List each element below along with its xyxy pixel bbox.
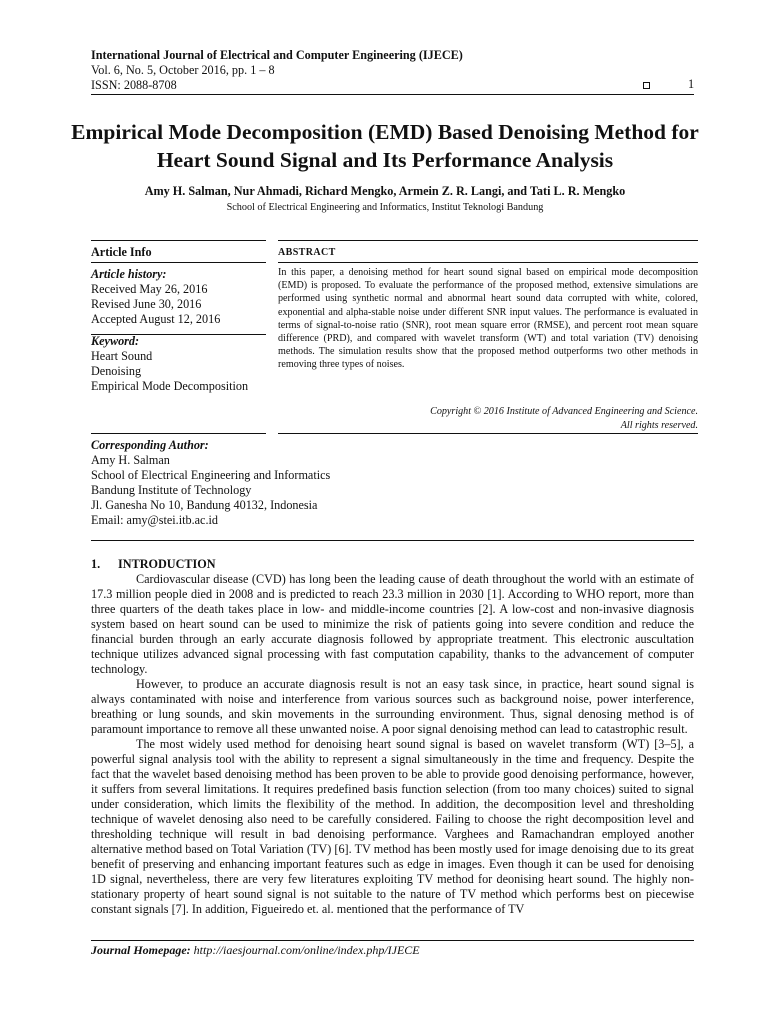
info-bottom-rule [91, 433, 266, 434]
header-divider [91, 94, 694, 95]
abstract-heading: ABSTRACT [278, 247, 336, 258]
keyword-item: Denoising [91, 364, 142, 378]
journal-name: International Journal of Electrical and Computer Engineering (IJECE) [91, 48, 463, 62]
section-heading [91, 557, 216, 572]
page-number: 1 [688, 77, 695, 91]
article-info-sub-rule [91, 262, 266, 263]
journal-volume: Vol. 6, No. 5, October 2016, pp. 1 – 8 [91, 63, 275, 77]
paper-authors: Amy H. Salman, Nur Ahmadi, Richard Mengko, Armein Z. R. Langi, and Tati L. R. Mengko [144, 184, 626, 198]
body-paragraph: The most widely used method for denoising heart sound signal is based on wavelet transform (WT) [3–5], a powerful signal analysis tool with the ability to represent a signal simultaneously in the time and frequency. Despite the fact that the wavelet based denoising method has been proven to be able to provide good denoising performance, however, it suffers from several limitations. It requires predefined basis function selection (from too many choices) suited to signal under consideration, which limits the flexibility of the method. In addition, the decomposition level and thresholding technique of wavelet denosing also need to be carefully considered. Failing to choose the right decomposition level and thresholding technique will result in bad denoising performance. Varghees and Ramachandran employed another alternative method based on Total Variation (TV) [6]. TV method has been mostly used for image denoising due to its great benefit of preserving and enhancing important features such as edge in images. Even though it can be used for denoising 1D signal, nevertheless, there are very few literatures exploiting TV method for deonising heart sound. The highly non-stationary property of heart sound signal is not suitable to the nature of TV method which performs best on piecewise constant signals [7]. In addition, Figueiredo et. al. mentioned that the performance of TV [91, 737, 694, 916]
accepted-date: Accepted August 12, 2016 [91, 312, 221, 326]
keyword-item: Empirical Mode Decomposition [91, 379, 249, 393]
square-icon [643, 82, 650, 89]
keyword-item: Heart Sound [91, 349, 153, 363]
author-email: Email: amy@stei.itb.ac.id [91, 513, 218, 527]
paper-affiliation: School of Electrical Engineering and Informatics, Institut Teknologi Bandung [226, 202, 544, 213]
author-institute: Bandung Institute of Technology [91, 483, 252, 497]
received-date: Received May 26, 2016 [91, 282, 208, 296]
copyright-line: Copyright © 2016 Institute of Advanced Engineering and Science. [430, 406, 698, 417]
homepage-url[interactable]: http://iaesjournal.com/online/index.php/IJECE [193, 943, 420, 957]
section-body [91, 572, 694, 917]
history-label: Article history: [91, 267, 167, 281]
abstract-top-rule [278, 240, 698, 241]
author-address: Jl. Ganesha No 10, Bandung 40132, Indonesia [91, 498, 318, 512]
corresponding-bottom-rule [91, 540, 694, 541]
body-paragraph: However, to produce an accurate diagnosis result is not an easy task since, in practice, heart sound signal is always contaminated with noise and interference from various sources such as background noise, power interference, breathing or lung sounds, and skin movements in the surrounding environment. Thus, signal denosing method is of paramount importance to remove all these unwanted noise. A poor signal denoising method can lead to catastrophic result. [91, 677, 694, 736]
journal-issn: ISSN: 2088-8708 [91, 78, 177, 92]
author-name: Amy H. Salman [91, 453, 170, 467]
corresponding-author [91, 438, 541, 528]
abstract-text: In this paper, a denoising method for heart sound signal based on empirical mode decomposition (EMD) is proposed. To evaluate the performance of the proposed method, extensive simulations are performed using synthetic normal and abnormal heart sound data corrupted with white, colored, exponential and alpha-stable noise under different SNR input values. The performance is evaluated in terms of signal-to-noise ratio (SNR), root mean square error (RMSE), and percent root mean square difference (PRD), and compared with wavelet transform (WT) and total variation (TV) denoising methods. The simulation results show that the proposed method outperforms two other methods in removing three types of noises. [278, 267, 698, 371]
journal-header [91, 48, 701, 93]
article-info [91, 267, 276, 394]
abstract-sub-rule [278, 262, 698, 263]
section-number: 1. [91, 557, 101, 571]
revised-date: Revised June 30, 2016 [91, 297, 202, 311]
paper-title: Empirical Mode Decomposition (EMD) Based Denoising Method for Heart Sound Signal and Its Performance Analysis [71, 120, 699, 172]
article-info-top-rule [91, 240, 266, 241]
copyright-notice [300, 405, 698, 433]
author-dept: School of Electrical Engineering and Informatics [91, 468, 331, 482]
footer-divider [91, 940, 694, 941]
keyword-label: Keyword: [91, 334, 140, 348]
section-title: INTRODUCTION [118, 557, 216, 571]
journal-homepage [91, 943, 420, 958]
body-paragraph: Cardiovascular disease (CVD) has long been the leading cause of death throughout the world with an estimate of 17.3 million people died in 2008 and is predicted to reach 23.3 million in 2030 [1]. According to WHO report, more than three quarters of the death takes place in low- and middle-income countries [2]. A low-cost and non-invasive diagnosis system based on heart sound can be used to minimize the risk of patients going into severe condition and reduce the financial burden through an early accurate diagnosis followed by appropriate treatment. This electronic auscultation technique utilizes advanced signal processing with fast computation capability, thanks to the advancement of computer technology. [91, 572, 694, 676]
homepage-label: Journal Homepage: [91, 943, 191, 957]
rights-line: All rights reserved. [620, 420, 698, 431]
keyword-divider [91, 334, 266, 335]
article-info-heading: Article Info [91, 245, 152, 259]
abstract-bottom-rule [278, 433, 698, 434]
corresponding-label: Corresponding Author: [91, 438, 209, 452]
